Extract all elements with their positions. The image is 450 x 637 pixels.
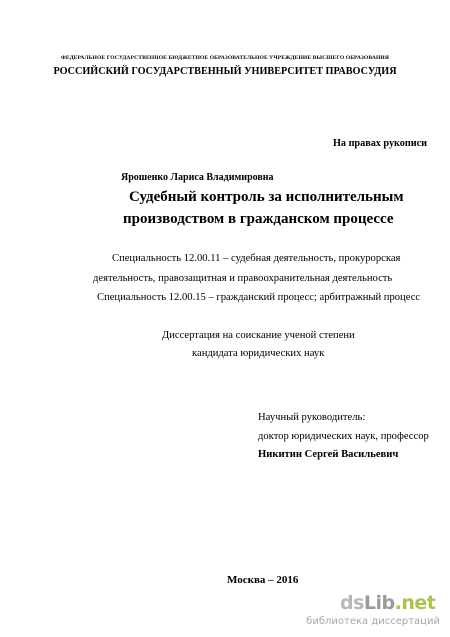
organization-name: ФЕДЕРАЛЬНОЕ ГОСУДАРСТВЕННОЕ БЮДЖЕТНОЕ ОБРАЗОВАТЕЛЬНОЕ УЧРЕЖДЕНИЕ ВЫСШЕГО ОБРАЗОВАНИЯ: [60, 55, 390, 61]
title-line-1: Судебный контроль за исполнительным: [129, 189, 404, 205]
dissertation-line-1: Диссертация на соискание ученой степени: [162, 330, 355, 341]
watermark-logo-part: .net: [394, 592, 436, 614]
watermark-logo-part: Lib: [363, 592, 395, 614]
specialty-line-1: Специальность 12.00.11 – судебная деятельность, прокурорская: [112, 253, 401, 264]
city-year: Москва – 2016: [227, 574, 299, 584]
watermark-subtitle: библиотека диссертаций: [306, 616, 440, 627]
supervisor-label: Научный руководитель:: [258, 412, 366, 423]
university-name: РОССИЙСКИЙ ГОСУДАРСТВЕННЫЙ УНИВЕРСИТЕТ ПРАВОСУДИЯ: [53, 66, 397, 77]
watermark-logo: [340, 592, 435, 614]
rights-note: На правах рукописи: [333, 138, 428, 149]
dissertation-line-2: кандидата юридических наук: [192, 348, 325, 359]
supervisor-degree: доктор юридических наук, профессор: [258, 431, 429, 442]
specialty-line-3: Специальность 12.00.15 – гражданский процесс; арбитражный процесс: [97, 292, 421, 303]
author-name: Ярошенко Лариса Владимировна: [121, 172, 274, 183]
title-line-2: производством в гражданском процессе: [123, 211, 394, 227]
specialty-line-2: деятельность, правозащитная и правоохранительная деятельность: [93, 273, 393, 284]
watermark[interactable]: [306, 592, 440, 632]
supervisor-name: Никитин Сергей Васильевич: [258, 449, 399, 460]
watermark-logo-part: ds: [340, 592, 364, 614]
